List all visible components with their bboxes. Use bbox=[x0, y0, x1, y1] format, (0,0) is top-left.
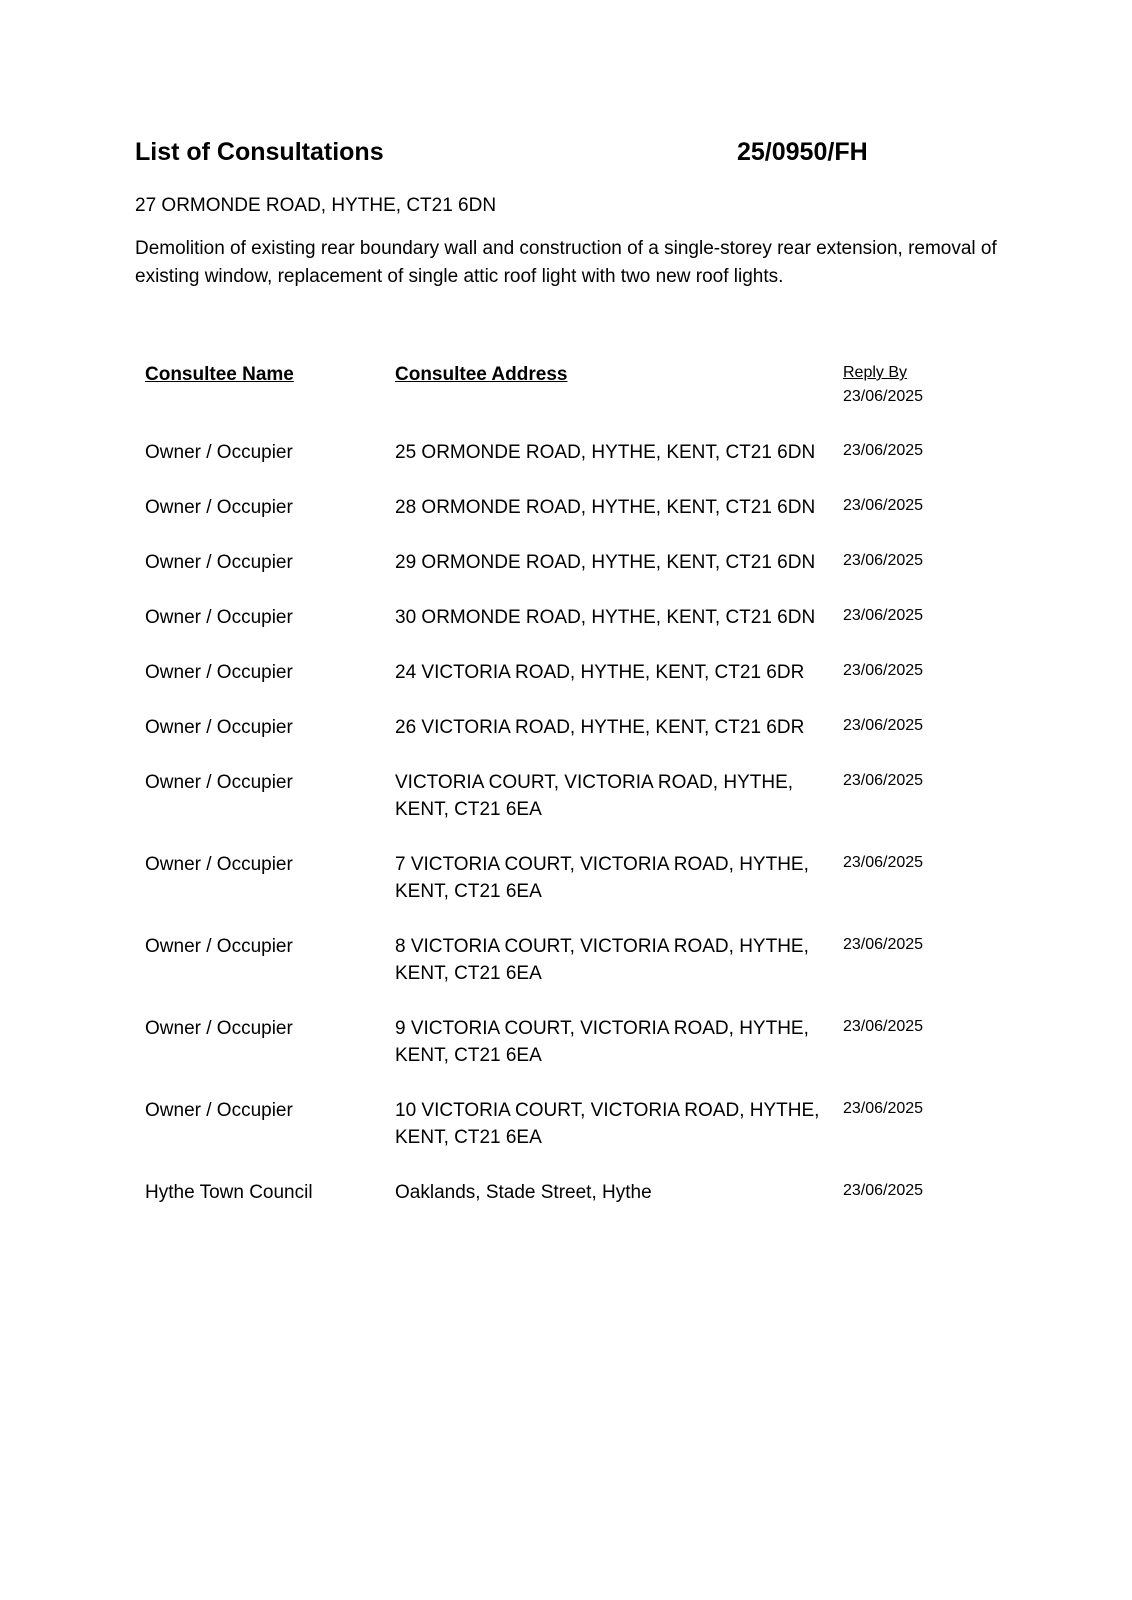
consultee-name: Owner / Occupier bbox=[145, 552, 293, 573]
consultee-name: Owner / Occupier bbox=[145, 607, 293, 628]
reply-by-date: 23/06/2025 bbox=[843, 1100, 924, 1117]
table-row bbox=[145, 1179, 1002, 1206]
reply-by-header-date: 23/06/2025 bbox=[843, 388, 924, 405]
column-header-consultee-name: Consultee Name bbox=[145, 364, 294, 385]
consultee-address: 8 VICTORIA COURT, VICTORIA ROAD, HYTHE, KENT, CT21 6EA bbox=[395, 936, 809, 984]
reply-by-date: 23/06/2025 bbox=[843, 936, 924, 953]
consultee-address: 7 VICTORIA COURT, VICTORIA ROAD, HYTHE, KENT, CT21 6EA bbox=[395, 854, 809, 902]
application-reference: 25/0950/FH bbox=[737, 138, 868, 166]
consultation-table bbox=[135, 361, 1002, 1206]
reply-by-date: 23/06/2025 bbox=[843, 1018, 924, 1035]
reply-by-date: 23/06/2025 bbox=[843, 1182, 924, 1199]
reply-by-date: 23/06/2025 bbox=[843, 497, 924, 514]
table-row bbox=[145, 549, 1002, 576]
table-row bbox=[145, 439, 1002, 466]
consultee-address: 10 VICTORIA COURT, VICTORIA ROAD, HYTHE, KENT, CT21 6EA bbox=[395, 1100, 820, 1148]
document-header bbox=[135, 136, 1002, 169]
consultee-address: 29 ORMONDE ROAD, HYTHE, KENT, CT21 6DN bbox=[395, 552, 816, 573]
table-row bbox=[145, 659, 1002, 686]
table-row bbox=[145, 851, 1002, 905]
consultee-address: 26 VICTORIA ROAD, HYTHE, KENT, CT21 6DR bbox=[395, 717, 805, 738]
reply-by-date: 23/06/2025 bbox=[843, 717, 924, 734]
consultee-name: Hythe Town Council bbox=[145, 1182, 313, 1203]
page-title: List of Consultations bbox=[135, 138, 384, 166]
site-address: 27 ORMONDE ROAD, HYTHE, CT21 6DN bbox=[135, 195, 497, 216]
consultee-address: Oaklands, Stade Street, Hythe bbox=[395, 1182, 652, 1203]
consultee-name: Owner / Occupier bbox=[145, 717, 293, 738]
reply-by-date: 23/06/2025 bbox=[843, 854, 924, 871]
consultee-name: Owner / Occupier bbox=[145, 662, 293, 683]
reply-by-label: Reply By bbox=[843, 364, 908, 381]
consultee-name: Owner / Occupier bbox=[145, 1100, 293, 1121]
proposal-description: Demolition of existing rear boundary wall and construction of a single-storey rear extension, removal of existing window, replacement of single attic roof light with two new roof lights. bbox=[135, 238, 997, 287]
table-row bbox=[145, 769, 1002, 823]
reply-by-date: 23/06/2025 bbox=[843, 662, 924, 679]
consultee-address: 30 ORMONDE ROAD, HYTHE, KENT, CT21 6DN bbox=[395, 607, 816, 628]
column-header-reply-by bbox=[843, 361, 1002, 409]
consultee-address: 24 VICTORIA ROAD, HYTHE, KENT, CT21 6DR bbox=[395, 662, 805, 683]
table-row bbox=[145, 494, 1002, 521]
reply-by-date: 23/06/2025 bbox=[843, 607, 924, 624]
table-header-row bbox=[145, 361, 1002, 409]
consultee-address: 9 VICTORIA COURT, VICTORIA ROAD, HYTHE, KENT, CT21 6EA bbox=[395, 1018, 809, 1066]
table-row bbox=[145, 933, 1002, 987]
column-header-consultee-address: Consultee Address bbox=[395, 364, 568, 385]
consultee-name: Owner / Occupier bbox=[145, 936, 293, 957]
table-row bbox=[145, 714, 1002, 741]
reply-by-date: 23/06/2025 bbox=[843, 552, 924, 569]
table-row bbox=[145, 1097, 1002, 1151]
consultee-name: Owner / Occupier bbox=[145, 442, 293, 463]
consultee-name: Owner / Occupier bbox=[145, 497, 293, 518]
reply-by-date: 23/06/2025 bbox=[843, 442, 924, 459]
consultee-address: 28 ORMONDE ROAD, HYTHE, KENT, CT21 6DN bbox=[395, 497, 816, 518]
table-row bbox=[145, 1015, 1002, 1069]
consultee-name: Owner / Occupier bbox=[145, 1018, 293, 1039]
consultee-address: 25 ORMONDE ROAD, HYTHE, KENT, CT21 6DN bbox=[395, 442, 816, 463]
consultee-address: VICTORIA COURT, VICTORIA ROAD, HYTHE, KENT, CT21 6EA bbox=[395, 772, 794, 820]
consultee-name: Owner / Occupier bbox=[145, 772, 293, 793]
reply-by-date: 23/06/2025 bbox=[843, 772, 924, 789]
table-body bbox=[145, 439, 1002, 1206]
table-row bbox=[145, 604, 1002, 631]
consultee-name: Owner / Occupier bbox=[145, 854, 293, 875]
